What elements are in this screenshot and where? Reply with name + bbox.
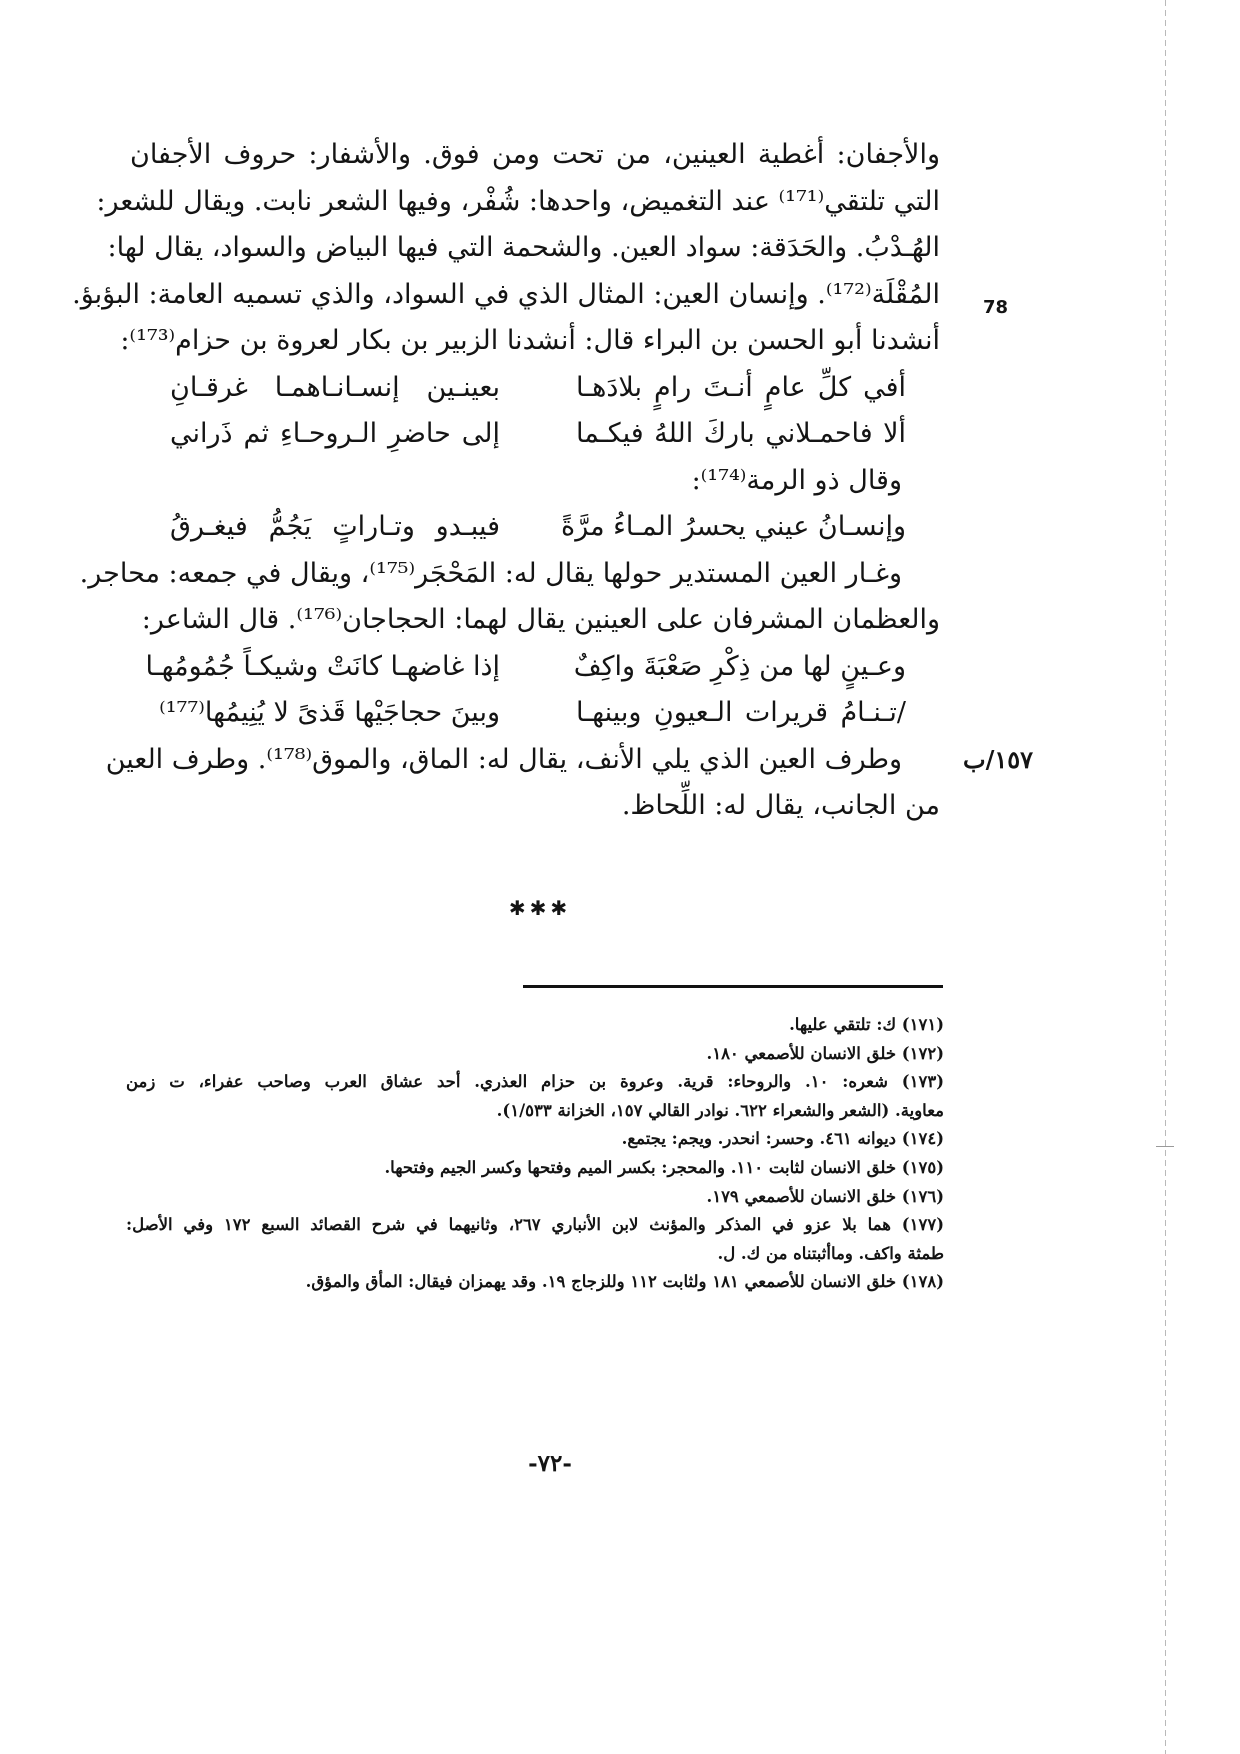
- footnote: (١٧٤) ديوانه ٤٦١. وحسر: انحدر. ويجم: يجتمع.: [621, 1129, 944, 1149]
- footnotes: [126, 1011, 944, 1297]
- footnote: طمثة واكف. وماأثبتناه من ك. ل.: [717, 1243, 944, 1263]
- footnote-rule: [523, 985, 943, 988]
- verse-hemistich-first: أفي كلِّ عامٍ أنـتَ رامٍ بلادَهـا: [576, 371, 906, 403]
- page-number: -٧٢-: [528, 1450, 572, 1477]
- footnote: (١٧٦) خلق الانسان للأصمعي ١٧٩.: [706, 1186, 944, 1206]
- footnote: (١٧٢) خلق الانسان للأصمعي ١٨٠.: [706, 1043, 944, 1063]
- footnote: معاوية. (الشعر والشعراء ٦٢٢. نوادر القالي ١٥٧، الخزانة ١/٥٣٣).: [496, 1100, 944, 1120]
- body-line: التي تلتقي⁽¹⁷¹⁾ عند التغميض، واحدها: شُفْر، وفيها الشعر نابت. ويقال للشعر:: [96, 185, 940, 217]
- verse-hemistich-first: وإنسـانُ عيني يحسرُ المـاءُ مرَّةً: [561, 511, 906, 542]
- body-line: أنشدنا أبو الحسن بن البراء قال: أنشدنا الزبير بن بكار لعروة بن حزام⁽¹⁷³⁾:: [120, 325, 940, 356]
- footnote: (١٧٧) هما بلا عزو في المذكر والمؤنث لابن الأنباري ٢٦٧، وثانيهما في شرح القصائد السبع ١٧٢ وفي الأصل:: [126, 1215, 944, 1235]
- main-text: [72, 132, 940, 830]
- footnote: (١٧١) ك: تلتقي عليها.: [789, 1015, 944, 1034]
- verse-line: [130, 644, 940, 691]
- verse-hemistich-first: وعـينٍ لها من ذِكْرِ صَعْبَةَ واكِفٌ: [573, 650, 906, 682]
- verse-hemistich-second: وبينَ حجاجَيْها قَذىً لا يُنِيمُها⁽¹⁷⁷⁾: [159, 697, 500, 728]
- footnote: (١٧٥) خلق الانسان لثابت ١١٠. والمحجر: بكسر الميم وفتحها وكسر الجيم وفتحها.: [384, 1157, 944, 1177]
- body-line: المُقْلَة⁽¹⁷²⁾. وإنسان العين: المثال الذي في السواد، والذي تسميه العامة: البؤبؤ.: [72, 278, 940, 310]
- body-line: من الجانب، يقال له: اللِّحاظ.: [621, 790, 940, 821]
- body-line: وغـار العين المستدير حولها يقال له: المَحْجَر⁽¹⁷⁵⁾، ويقال في جمعه: محاجر.: [79, 557, 902, 589]
- verse-line: [130, 411, 940, 458]
- scan-edge-tick: [1156, 1146, 1174, 1147]
- folio-marker: ١٥٧/ب: [963, 745, 1034, 774]
- verse-hemistich-second: فيبـدو وتـاراتٍ يَجُمُّ فيغـرقُ: [170, 511, 500, 542]
- verse-hemistich-second: إلى حاضرِ الـروحـاءِ ثم ذَراني: [170, 418, 500, 449]
- section-separator: ✱✱✱: [508, 896, 572, 920]
- verse-intro-line: وقال ذو الرمة⁽¹⁷⁴⁾:: [691, 464, 902, 496]
- body-line: والأجفان: أغطية العينين، من تحت ومن فوق. والأشفار: حروف الأجفان: [130, 139, 940, 170]
- verse-hemistich-first: /تـنـامُ قريرات الـعيونِ وبينهـا: [576, 697, 906, 728]
- body-line: وطرف العين الذي يلي الأنف، يقال له: الماق، والموق⁽¹⁷⁸⁾. وطرف العين: [105, 743, 902, 775]
- footnote: (١٧٣) شعره: ١٠. والروحاء: قرية. وعروة بن حزام العذري. أحد عشاق العرب وصاحب عفراء، ت زمن: [126, 1072, 944, 1092]
- body-line: الهُـدْبُ. والحَدَقة: سواد العين. والشحمة التي فيها البياض والسواد، يقال لها:: [107, 232, 940, 263]
- footnote: (١٧٨) خلق الانسان للأصمعي ١٨١ ولثابت ١١٢ وللزجاج ١٩. وقد يهمزان فيقال: المأق والمؤق.: [305, 1272, 944, 1292]
- verse-hemistich-first: ألا فاحمـلاني باركَ اللهُ فيكـما: [576, 418, 906, 449]
- verse-hemistich-second: إذا غاضهـا كانَتْ وشيكـاً جُمُومُهـا: [145, 650, 500, 682]
- scan-edge-line: [1165, 0, 1166, 1754]
- verse-line: [130, 690, 940, 737]
- margin-note-number: 78: [983, 297, 1009, 318]
- body-line: والعظمان المشرفان على العينين يقال لهما: الحجاجان⁽¹⁷⁶⁾. قال الشاعر:: [141, 604, 940, 635]
- verse-hemistich-second: بعينـين إنسـانـاهمـا غرقـانِ: [170, 371, 500, 403]
- verse-line: [130, 504, 940, 551]
- verse-line: [130, 365, 940, 412]
